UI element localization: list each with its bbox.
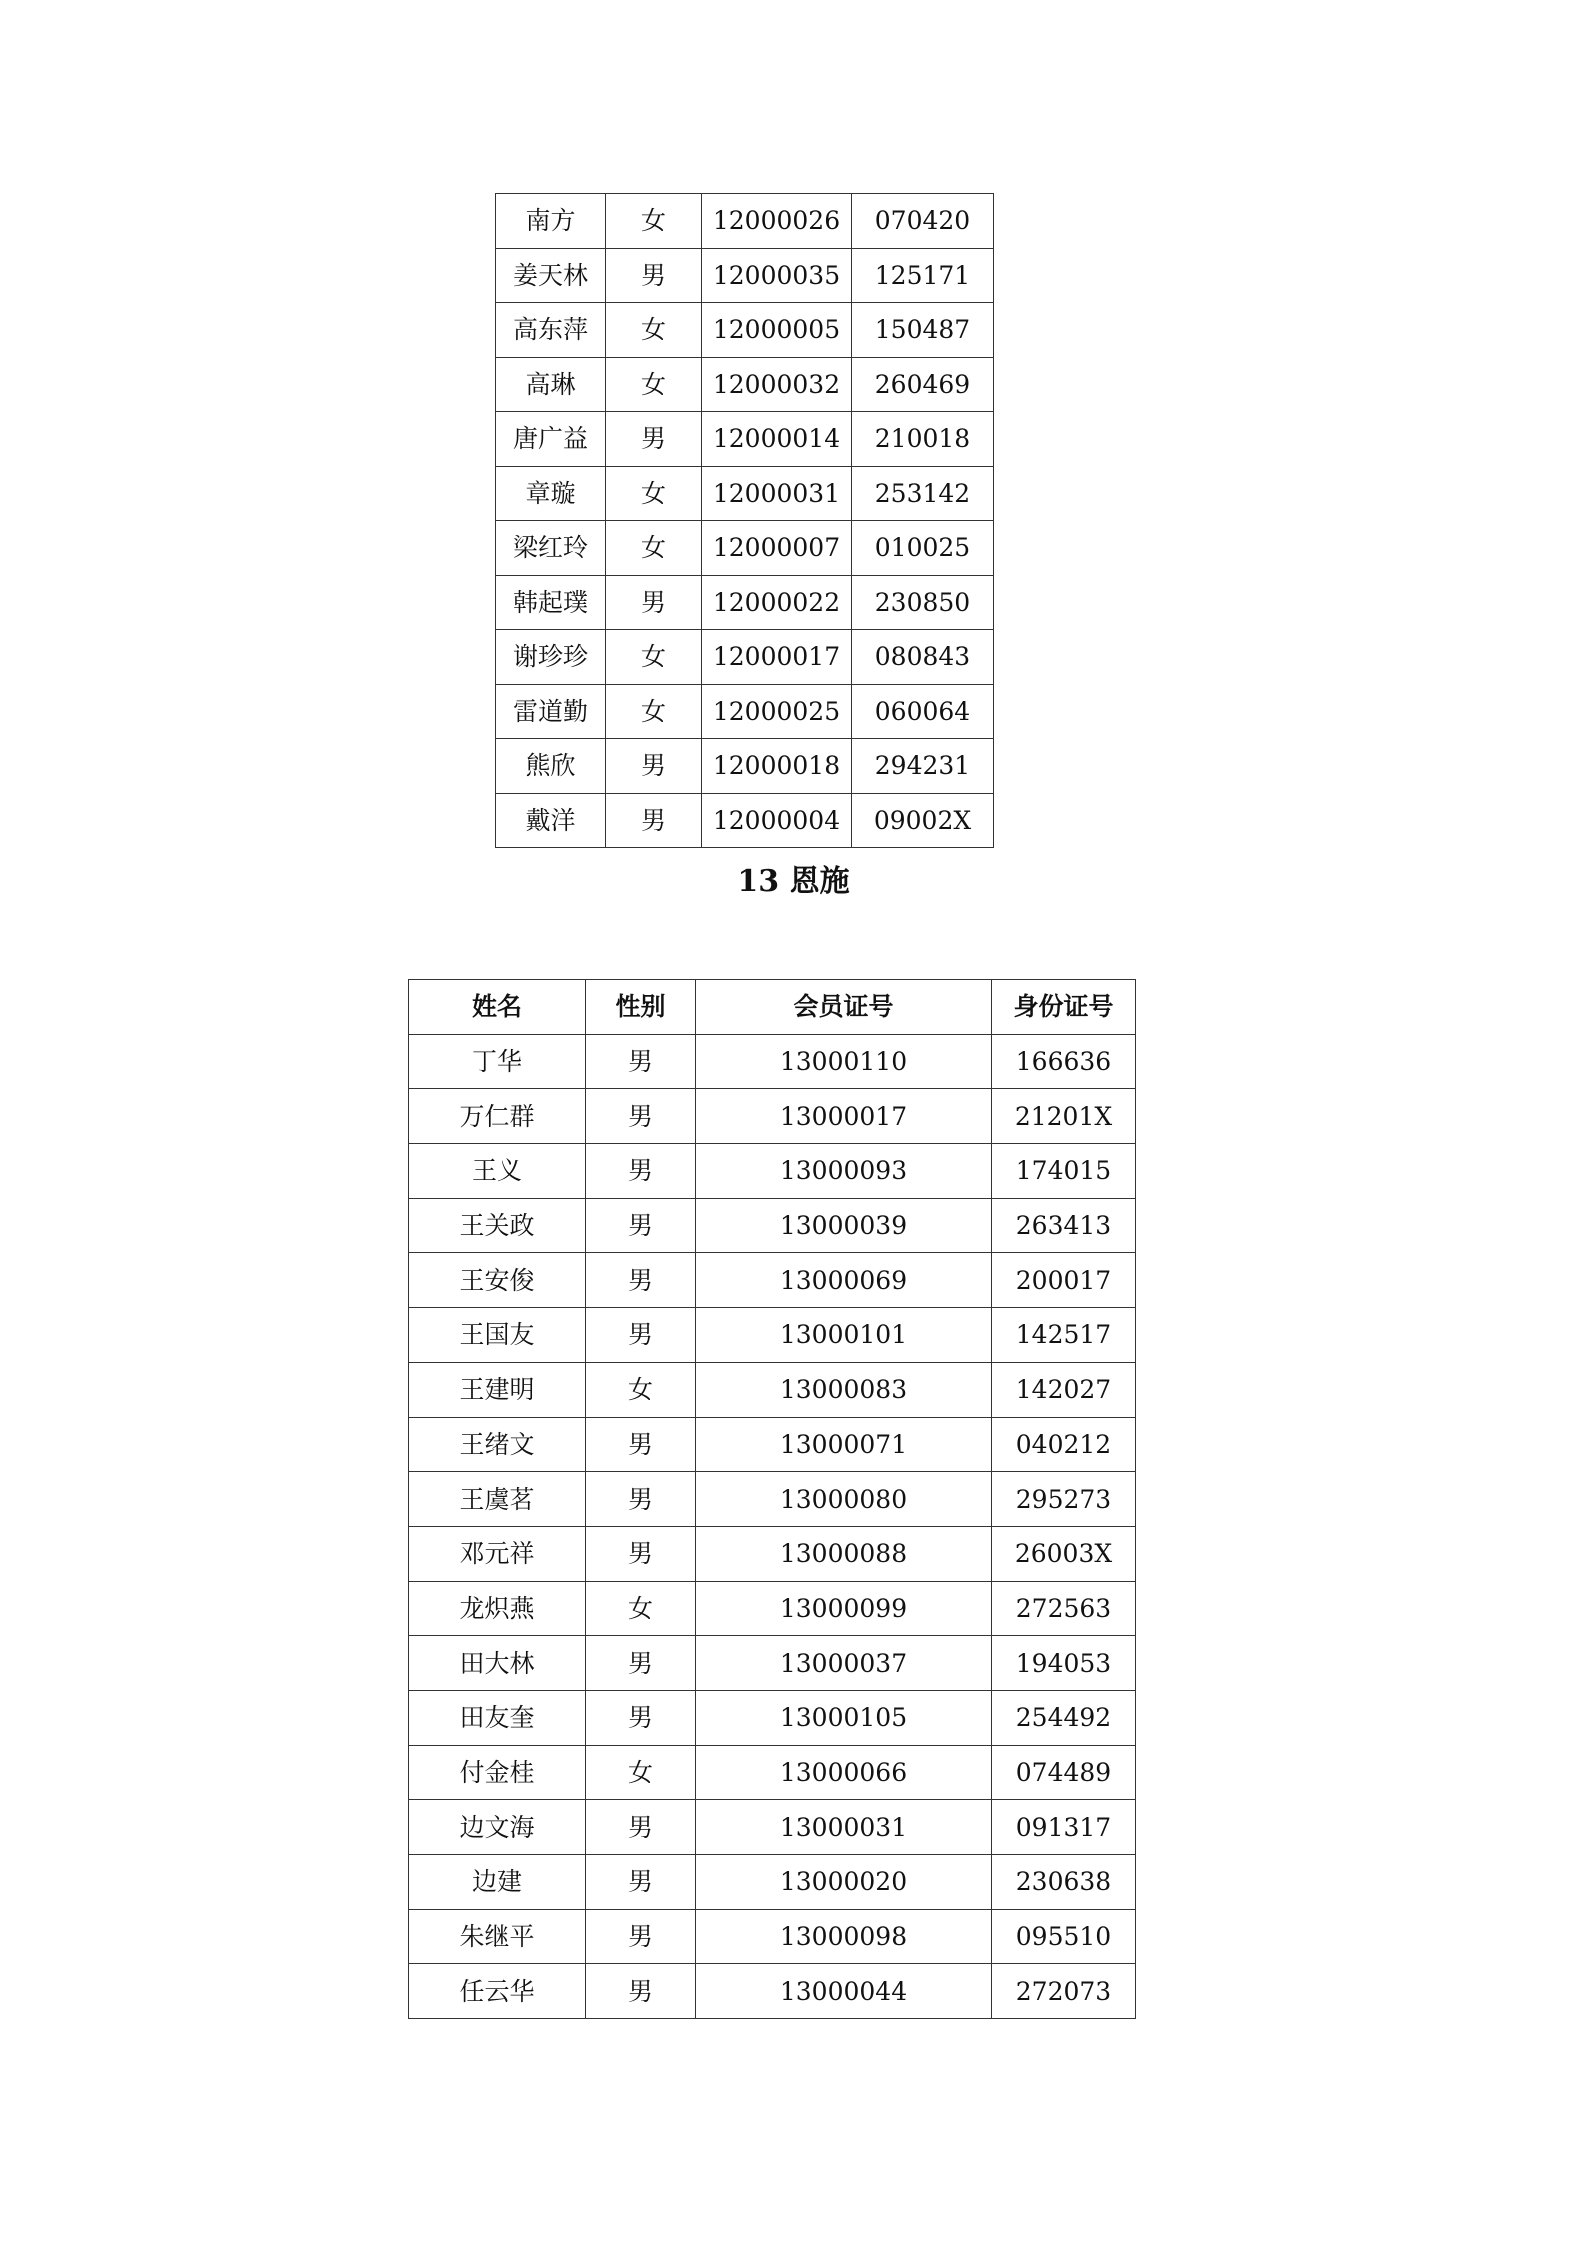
cell-gender: 男: [586, 1526, 696, 1581]
cell-gender: 男: [586, 1909, 696, 1964]
enshi-member-table-body: [409, 1034, 1136, 2018]
cell-gender: 男: [586, 1089, 696, 1144]
cell-id-number: 194053: [992, 1636, 1136, 1691]
cell-member-id: 13000088: [696, 1526, 992, 1581]
table-row: [496, 684, 994, 739]
cell-name: 王关政: [409, 1198, 586, 1253]
enshi-member-table: [408, 979, 1136, 2019]
cell-id-number: 166636: [992, 1034, 1136, 1089]
cell-id-number: 060064: [852, 684, 994, 739]
cell-gender: 女: [586, 1362, 696, 1417]
cell-member-id: 13000020: [696, 1855, 992, 1910]
cell-member-id: 13000083: [696, 1362, 992, 1417]
cell-member-id: 12000025: [702, 684, 852, 739]
header-id-number: 身份证号: [992, 980, 1136, 1035]
cell-id-number: 080843: [852, 630, 994, 685]
cell-name: 唐广益: [496, 412, 606, 467]
cell-id-number: 294231: [852, 739, 994, 794]
cell-gender: 男: [586, 1690, 696, 1745]
cell-gender: 男: [586, 1144, 696, 1199]
cell-id-number: 254492: [992, 1690, 1136, 1745]
cell-member-id: 12000014: [702, 412, 852, 467]
cell-id-number: 125171: [852, 248, 994, 303]
cell-id-number: 26003X: [992, 1526, 1136, 1581]
cell-gender: 男: [586, 1855, 696, 1910]
cell-id-number: 142027: [992, 1362, 1136, 1417]
header-member-id: 会员证号: [696, 980, 992, 1035]
cell-gender: 男: [586, 1308, 696, 1363]
cell-member-id: 13000105: [696, 1690, 992, 1745]
cell-member-id: 12000007: [702, 521, 852, 576]
cell-member-id: 13000069: [696, 1253, 992, 1308]
cell-id-number: 09002X: [852, 793, 994, 848]
cell-member-id: 12000035: [702, 248, 852, 303]
cell-name: 高东萍: [496, 303, 606, 358]
cell-name: 梁红玲: [496, 521, 606, 576]
table-row: [409, 1636, 1136, 1691]
table-row: [409, 1417, 1136, 1472]
cell-gender: 女: [606, 466, 702, 521]
cell-name: 南方: [496, 194, 606, 249]
cell-gender: 女: [606, 303, 702, 358]
cell-name: 韩起璞: [496, 575, 606, 630]
table-row: [496, 466, 994, 521]
cell-name: 万仁群: [409, 1089, 586, 1144]
cell-member-id: 13000101: [696, 1308, 992, 1363]
cell-name: 付金桂: [409, 1745, 586, 1800]
cell-name: 戴洋: [496, 793, 606, 848]
cell-gender: 女: [606, 194, 702, 249]
cell-name: 王义: [409, 1144, 586, 1199]
cell-member-id: 13000110: [696, 1034, 992, 1089]
cell-gender: 男: [606, 248, 702, 303]
cell-id-number: 295273: [992, 1472, 1136, 1527]
table-row: [409, 1362, 1136, 1417]
table-row: [409, 1526, 1136, 1581]
table-row: [496, 793, 994, 848]
cell-gender: 男: [586, 1800, 696, 1855]
cell-id-number: 095510: [992, 1909, 1136, 1964]
cell-gender: 男: [586, 1636, 696, 1691]
cell-member-id: 12000018: [702, 739, 852, 794]
cell-name: 丁华: [409, 1034, 586, 1089]
cell-name: 王建明: [409, 1362, 586, 1417]
cell-id-number: 200017: [992, 1253, 1136, 1308]
member-table-continued: [495, 193, 994, 848]
cell-member-id: 12000004: [702, 793, 852, 848]
cell-member-id: 12000026: [702, 194, 852, 249]
table-row: [496, 412, 994, 467]
cell-gender: 男: [586, 1253, 696, 1308]
cell-name: 田大林: [409, 1636, 586, 1691]
cell-member-id: 12000005: [702, 303, 852, 358]
cell-gender: 男: [606, 412, 702, 467]
cell-id-number: 010025: [852, 521, 994, 576]
cell-name: 田友奎: [409, 1690, 586, 1745]
table-row: [496, 357, 994, 412]
table-row: [496, 630, 994, 685]
cell-member-id: 13000039: [696, 1198, 992, 1253]
cell-member-id: 13000017: [696, 1089, 992, 1144]
cell-gender: 男: [606, 575, 702, 630]
table-row: [409, 1581, 1136, 1636]
table-row: [496, 739, 994, 794]
cell-name: 章璇: [496, 466, 606, 521]
cell-gender: 男: [586, 1417, 696, 1472]
table-row: [496, 521, 994, 576]
header-name: 姓名: [409, 980, 586, 1035]
cell-name: 龙炽燕: [409, 1581, 586, 1636]
cell-id-number: 174015: [992, 1144, 1136, 1199]
cell-id-number: 091317: [992, 1800, 1136, 1855]
cell-member-id: 12000031: [702, 466, 852, 521]
cell-id-number: 272073: [992, 1964, 1136, 2019]
cell-member-id: 13000099: [696, 1581, 992, 1636]
cell-name: 王安俊: [409, 1253, 586, 1308]
cell-id-number: 150487: [852, 303, 994, 358]
cell-name: 朱继平: [409, 1909, 586, 1964]
cell-id-number: 263413: [992, 1198, 1136, 1253]
cell-member-id: 12000032: [702, 357, 852, 412]
table-row: [496, 303, 994, 358]
cell-id-number: 21201X: [992, 1089, 1136, 1144]
table-row: [409, 1855, 1136, 1910]
cell-name: 王绪文: [409, 1417, 586, 1472]
cell-name: 王国友: [409, 1308, 586, 1363]
cell-id-number: 070420: [852, 194, 994, 249]
cell-id-number: 040212: [992, 1417, 1136, 1472]
cell-id-number: 142517: [992, 1308, 1136, 1363]
cell-name: 任云华: [409, 1964, 586, 2019]
table-row: [409, 1964, 1136, 2019]
cell-name: 高琳: [496, 357, 606, 412]
cell-member-id: 13000093: [696, 1144, 992, 1199]
table-row: [409, 1308, 1136, 1363]
cell-name: 邓元祥: [409, 1526, 586, 1581]
cell-member-id: 13000031: [696, 1800, 992, 1855]
cell-gender: 女: [586, 1745, 696, 1800]
cell-name: 熊欣: [496, 739, 606, 794]
table-row: [496, 248, 994, 303]
cell-name: 姜天林: [496, 248, 606, 303]
cell-member-id: 13000044: [696, 1964, 992, 2019]
cell-gender: 女: [606, 684, 702, 739]
cell-id-number: 272563: [992, 1581, 1136, 1636]
table-row: [409, 1089, 1136, 1144]
cell-name: 王虞茗: [409, 1472, 586, 1527]
cell-id-number: 210018: [852, 412, 994, 467]
cell-id-number: 230850: [852, 575, 994, 630]
table-row: [409, 1690, 1136, 1745]
cell-id-number: 074489: [992, 1745, 1136, 1800]
table-row: [409, 1034, 1136, 1089]
cell-member-id: 12000022: [702, 575, 852, 630]
cell-gender: 女: [606, 357, 702, 412]
cell-name: 边文海: [409, 1800, 586, 1855]
cell-gender: 女: [606, 521, 702, 576]
cell-name: 谢珍珍: [496, 630, 606, 685]
cell-gender: 男: [586, 1472, 696, 1527]
table-row: [409, 1472, 1136, 1527]
header-gender: 性别: [586, 980, 696, 1035]
table-row: [496, 194, 994, 249]
cell-id-number: 260469: [852, 357, 994, 412]
table-header-row: [409, 980, 1136, 1035]
cell-member-id: 13000071: [696, 1417, 992, 1472]
cell-member-id: 13000080: [696, 1472, 992, 1527]
cell-gender: 男: [606, 739, 702, 794]
table-row: [409, 1745, 1136, 1800]
table-row: [409, 1144, 1136, 1199]
cell-gender: 女: [586, 1581, 696, 1636]
cell-gender: 女: [606, 630, 702, 685]
table-row: [409, 1909, 1136, 1964]
cell-gender: 男: [586, 1034, 696, 1089]
table-row: [409, 1253, 1136, 1308]
table-row: [409, 1198, 1136, 1253]
table-row: [496, 575, 994, 630]
cell-gender: 男: [606, 793, 702, 848]
cell-id-number: 230638: [992, 1855, 1136, 1910]
cell-member-id: 13000098: [696, 1909, 992, 1964]
section-heading: 13 恩施: [737, 864, 850, 899]
cell-member-id: 13000037: [696, 1636, 992, 1691]
cell-member-id: 13000066: [696, 1745, 992, 1800]
cell-name: 边建: [409, 1855, 586, 1910]
cell-member-id: 12000017: [702, 630, 852, 685]
cell-name: 雷道勤: [496, 684, 606, 739]
cell-gender: 男: [586, 1198, 696, 1253]
table-row: [409, 1800, 1136, 1855]
cell-id-number: 253142: [852, 466, 994, 521]
member-table-continued-body: [496, 194, 994, 848]
cell-gender: 男: [586, 1964, 696, 2019]
